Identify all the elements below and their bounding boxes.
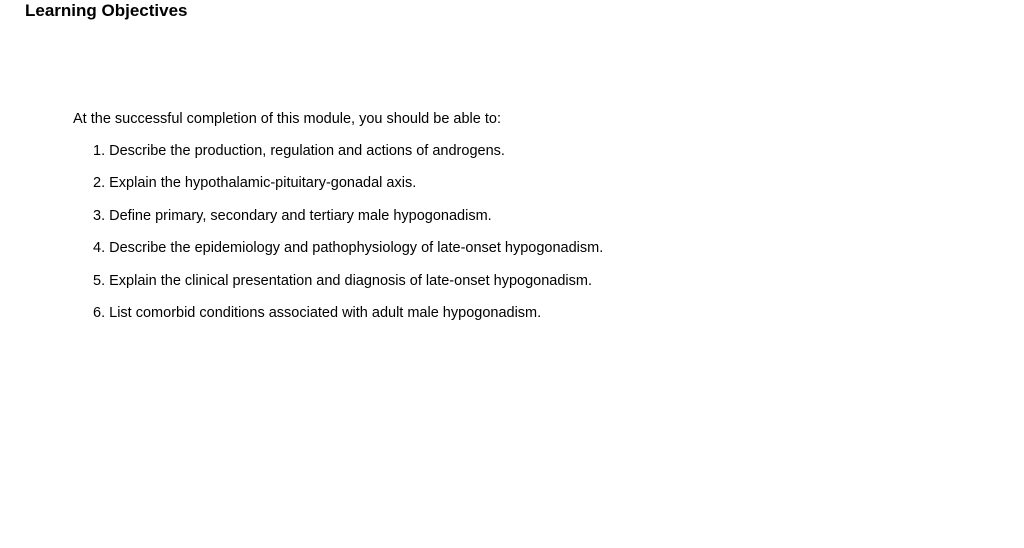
objective-number: 2 . bbox=[93, 174, 109, 192]
objective-item bbox=[93, 239, 603, 257]
objective-text: Explain the clinical presentation and diagnosis of late-onset hypogonadism. bbox=[109, 272, 592, 289]
objective-text: Define primary, secondary and tertiary male hypogonadism. bbox=[109, 207, 492, 224]
objective-text: Explain the hypothalamic-pituitary-gonadal axis. bbox=[109, 175, 417, 192]
objective-number: 5 . bbox=[93, 272, 109, 290]
objective-item bbox=[93, 207, 603, 225]
objective-number: 1 . bbox=[93, 142, 109, 160]
objective-text: List comorbid conditions associated with adult male hypogonadism. bbox=[109, 304, 542, 321]
objective-item bbox=[93, 174, 603, 192]
objective-item bbox=[93, 142, 603, 160]
objective-item bbox=[93, 304, 603, 322]
objective-item bbox=[93, 272, 603, 290]
objectives-list bbox=[93, 142, 603, 336]
page-title: Learning Objectives bbox=[25, 1, 188, 20]
objective-text: Describe the epidemiology and pathophysiology of late-onset hypogonadism. bbox=[109, 240, 604, 257]
objective-number: 3 . bbox=[93, 207, 109, 225]
objective-number: 6 . bbox=[93, 304, 109, 322]
objective-number: 4 . bbox=[93, 239, 109, 257]
intro-text: At the successful completion of this module, you should be able to: bbox=[73, 111, 501, 127]
objective-text: Describe the production, regulation and actions of androgens. bbox=[109, 143, 505, 159]
